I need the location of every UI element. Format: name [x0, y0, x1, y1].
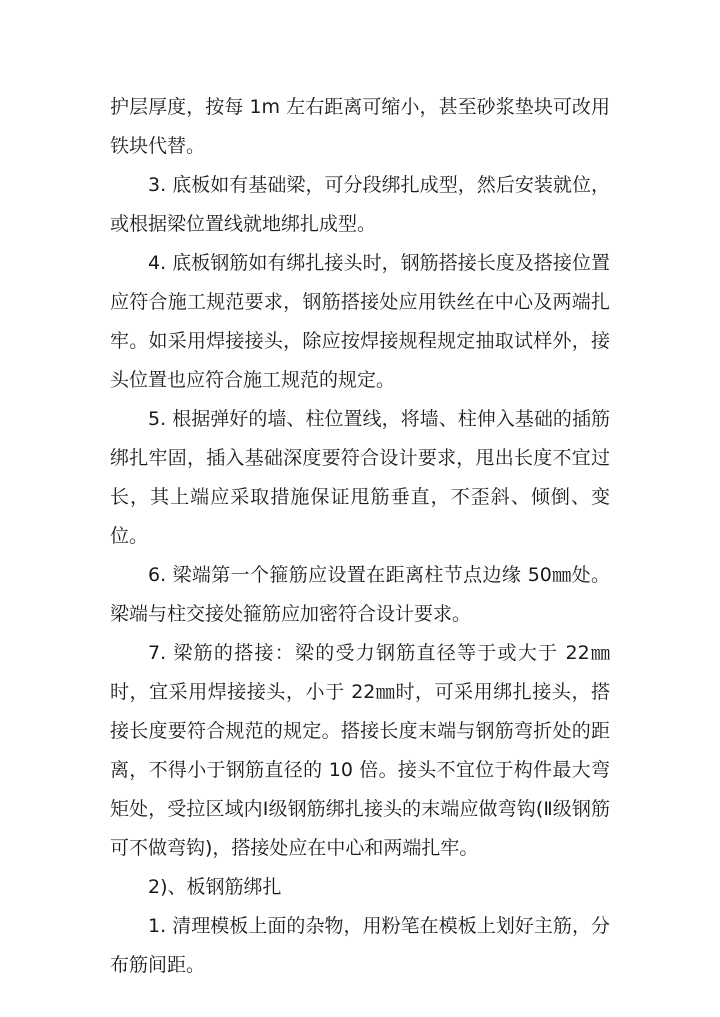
paragraph-item-4: 4. 底板钢筋如有绑扎接头时，钢筋搭接长度及搭接位置应符合施工规范要求，钢筋搭接处应用铁丝在中心及两端扎牢。如采用焊接接头，除应按焊接规程规定抽取试样外，接头位置也应符合施工规范的规定。 — [110, 252, 610, 391]
paragraph-item-5: 5. 根据弹好的墙、柱位置线，将墙、柱伸入基础的插筋绑扎牢固，插入基础深度要符合设计要求，甩出长度不宜过长，其上端应采取措施保证甩筋垂直，不歪斜、倾倒、变位。 — [110, 408, 610, 547]
paragraph-cover-thickness: 护层厚度，按每 1m 左右距离可缩小，甚至砂浆垫块可改用铁块代替。 — [110, 96, 610, 157]
section-heading-slab-rebar: 2)、板钢筋绑扎 — [148, 876, 282, 898]
paragraph-slab-item-1: 1. 清理模板上面的杂物，用粉笔在模板上划好主筋，分布筋间距。 — [110, 915, 610, 976]
paragraph-item-6: 6. 梁端第一个箍筋应设置在距离柱节点边缘 50㎜处。梁端与柱交接处箍筋应加密符合设计要求。 — [110, 564, 610, 625]
document-body — [110, 88, 610, 985]
paragraph-item-3: 3. 底板如有基础梁，可分段绑扎成型，然后安装就位，或根据梁位置线就地绑扎成型。 — [110, 174, 610, 235]
paragraph-item-7: 7. 梁筋的搭接：梁的受力钢筋直径等于或大于 22㎜时，宜采用焊接接头，小于 22㎜时，可采用绑扎接头，搭接长度要符合规范的规定。搭接长度末端与钢筋弯折处的距离，不得小于钢筋直径的 10 倍。接头不宜位于构件最大弯矩处，受拉区域内Ⅰ级钢筋绑扎接头的末端应做弯钩(Ⅱ级钢筋可不做弯钩)，搭接处应在中心和两端扎牢。 — [110, 642, 610, 859]
